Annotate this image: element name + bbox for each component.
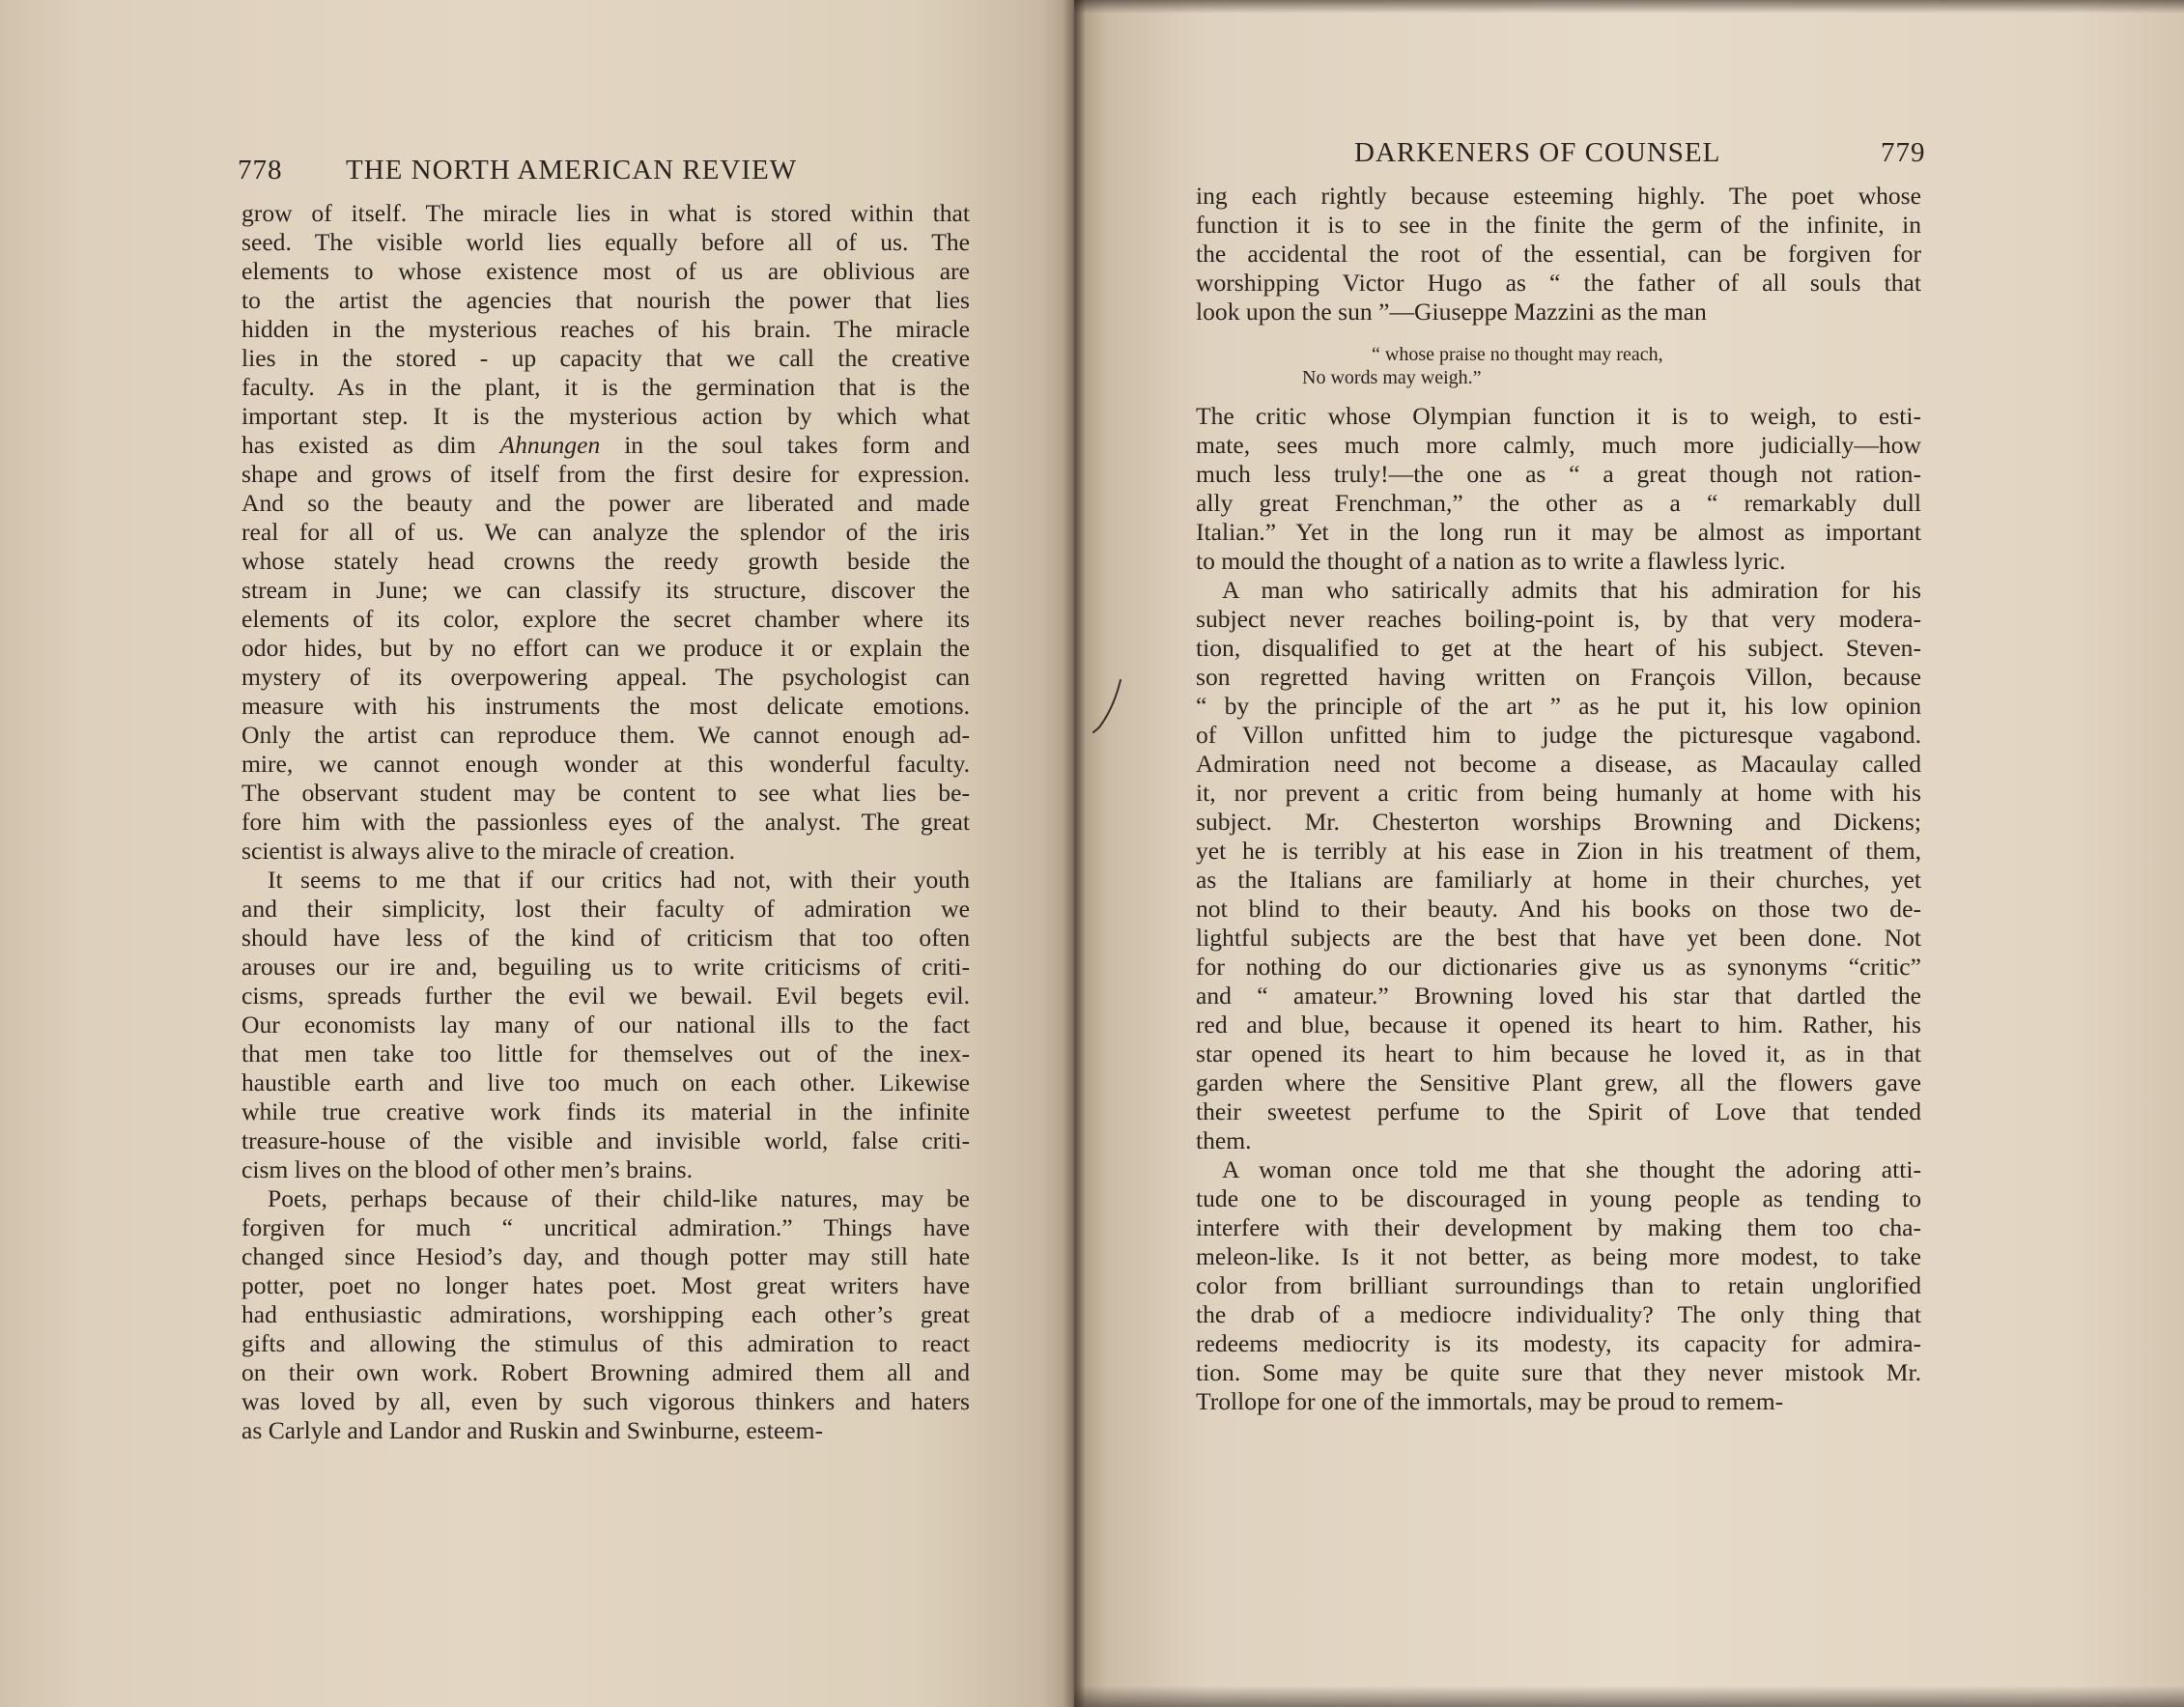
left-running-title: THE NORTH AMERICAN REVIEW [346, 155, 798, 185]
text-line: ally great Frenchman,” the other as a “ remarkably dull [1196, 489, 1921, 517]
text-line: tion. Some may be quite sure that they never mistook Mr. [1196, 1358, 1921, 1386]
text-line: was loved by all, even by such vigorous thinkers and haters [241, 1387, 970, 1415]
text-line: ing each rightly because esteeming highly. The poet whose [1196, 182, 1921, 210]
text-line: interfere with their development by making them too cha- [1196, 1213, 1921, 1241]
text-line: whose stately head crowns the reedy growth beside the [241, 547, 970, 575]
text-line: A woman once told me that she thought the adoring atti- [1222, 1155, 1921, 1183]
text-line: worshipping Victor Hugo as “ the father of all souls that [1196, 269, 1921, 297]
text-line: hidden in the mysterious reaches of his brain. The miracle [241, 315, 970, 343]
quote-line: “ whose praise no thought may reach, [1372, 344, 1663, 365]
right-running-title: DARKENERS OF COUNSEL [1354, 137, 1721, 168]
text-line: had enthusiastic admirations, worshipping each other’s great [241, 1300, 970, 1328]
text-line: mate, sees much more calmly, much more judicially—how [1196, 431, 1921, 459]
text-line: faculty. As in the plant, it is the germination that is the [241, 373, 970, 401]
text-line: and “ amateur.” Browning loved his star that dartled the [1196, 982, 1921, 1010]
text-line: Admiration need not become a disease, as Macaulay called [1196, 750, 1921, 778]
text-line: much less truly!—the one as “ a great though not ration- [1196, 460, 1921, 488]
text-line: Only the artist can reproduce them. We cannot enough ad- [241, 721, 970, 749]
text-line: scientist is always alive to the miracle of creation. [241, 837, 735, 865]
text-line: cisms, spreads further the evil we bewail. Evil begets evil. [241, 982, 970, 1010]
text-line: as Carlyle and Landor and Ruskin and Swinburne, esteem- [241, 1416, 824, 1444]
text-line: “ by the principle of the art ” as he put it, his low opinion [1196, 692, 1921, 720]
text-line: them. [1196, 1126, 1252, 1154]
text-line: The critic whose Olympian function it is to weigh, to esti- [1196, 402, 1921, 430]
text-line: while true creative work finds its material in the infinite [241, 1097, 970, 1125]
right-page-body-bottom [1196, 402, 1921, 1416]
verse-quote [1302, 343, 1663, 389]
left-page-body [241, 199, 970, 1445]
text-line: forgiven for much “ uncritical admiration.” Things have [241, 1213, 970, 1241]
text-line: Trollope for one of the immortals, may be proud to remem- [1196, 1387, 1784, 1415]
text-line: to mould the thought of a nation as to write a flawless lyric. [1196, 547, 1786, 575]
text-line: subject. Mr. Chesterton worships Browning and Dickens; [1196, 808, 1921, 836]
text-line: It seems to me that if our critics had not, with their youth [268, 866, 970, 894]
text-line: arouses our ire and, beguiling us to write criticisms of criti- [241, 953, 970, 981]
text-line: haustible earth and live too much on each other. Likewise [241, 1068, 970, 1096]
text-line: gifts and allowing the stimulus of this admiration to react [241, 1329, 970, 1357]
text-line: grow of itself. The miracle lies in what is stored within that [241, 199, 970, 227]
text-line: The observant student may be content to see what lies be- [241, 779, 970, 807]
text-line: red and blue, because it opened its heart to him. Rather, his [1196, 1010, 1921, 1038]
text-line: as the Italians are familiarly at home in their churches, yet [1196, 866, 1921, 894]
text-line: potter, poet no longer hates poet. Most great writers have [241, 1271, 970, 1299]
text-line: mire, we cannot enough wonder at this wonderful faculty. [241, 750, 970, 778]
text-line: star opened its heart to him because he loved it, as in that [1196, 1039, 1921, 1067]
text-line: cism lives on the blood of other men’s brains. [241, 1155, 694, 1183]
text-line: elements to whose existence most of us are oblivious are [241, 257, 970, 285]
right-running-head [1074, 137, 2184, 170]
text-line: has existed as dim Ahnungen in the soul takes form and [241, 431, 970, 459]
text-line: the drab of a mediocre individuality? The only thing that [1196, 1300, 1921, 1328]
right-page-number: 779 [1881, 137, 1926, 168]
text-line: the accidental the root of the essential, can be forgiven for [1196, 240, 1921, 268]
text-line: And so the beauty and the power are liberated and made [241, 489, 970, 517]
text-line: mystery of its overpowering appeal. The psychologist can [241, 663, 970, 691]
text-line: odor hides, but by no effort can we produce it or explain the [241, 634, 970, 662]
text-line: seed. The visible world lies equally before all of us. The [241, 228, 970, 256]
right-page-body-top [1196, 182, 1921, 327]
text-line: meleon-like. Is it not better, as being more modest, to take [1196, 1242, 1921, 1270]
text-line: lies in the stored - up capacity that we call the creative [241, 344, 970, 372]
text-line: their sweetest perfume to the Spirit of Love that tended [1196, 1097, 1921, 1125]
text-line: yet he is terribly at his ease in Zion in his treatment of them, [1196, 837, 1921, 865]
text-line: stream in June; we can classify its structure, discover the [241, 576, 970, 604]
text-line: Poets, perhaps because of their child-like natures, may be [268, 1184, 970, 1212]
text-line: son regretted having written on François Villon, because [1196, 663, 1921, 691]
text-line: not blind to their beauty. And his books on those two de- [1196, 895, 1921, 923]
text-line: measure with his instruments the most delicate emotions. [241, 692, 970, 720]
text-line: on their own work. Robert Browning admired them all and [241, 1358, 970, 1386]
text-line: it, nor prevent a critic from being humanly at home with his [1196, 779, 1921, 807]
text-line: of Villon unfitted him to judge the picturesque vagabond. [1196, 721, 1921, 749]
text-line: for nothing do our dictionaries give us as synonyms “critic” [1196, 953, 1921, 981]
text-line: function it is to see in the finite the germ of the infinite, in [1196, 211, 1921, 239]
text-line: redeems mediocrity is its modesty, its capacity for admira- [1196, 1329, 1921, 1357]
text-line: real for all of us. We can analyze the splendor of the iris [241, 518, 970, 546]
page-edge-shadow [1074, 0, 2184, 14]
text-line: elements of its color, explore the secret chamber where its [241, 605, 970, 633]
pencil-mark-icon [1090, 676, 1128, 734]
text-line: tude one to be discouraged in young people as tending to [1196, 1184, 1921, 1212]
book-gutter [1063, 0, 1086, 1707]
text-line: look upon the sun ”—Giuseppe Mazzini as the man [1196, 298, 1707, 326]
text-line: important step. It is the mysterious action by which what [241, 402, 970, 430]
text-line: garden where the Sensitive Plant grew, all the flowers gave [1196, 1068, 1921, 1096]
text-line: color from brilliant surroundings than to retain unglorified [1196, 1271, 1921, 1299]
text-line: Our economists lay many of our national ills to the fact [241, 1010, 970, 1038]
text-line: to the artist the agencies that nourish the power that lies [241, 286, 970, 314]
text-line: changed since Hesiod’s day, and though potter may still hate [241, 1242, 970, 1270]
left-running-head [0, 155, 1074, 187]
text-line: subject never reaches boiling-point is, by that very modera- [1196, 605, 1921, 633]
text-line: lightful subjects are the best that have yet been done. Not [1196, 924, 1921, 952]
text-line: treasure-house of the visible and invisible world, false criti- [241, 1126, 970, 1154]
text-line: should have less of the kind of criticism that too often [241, 924, 970, 952]
text-line: Italian.” Yet in the long run it may be almost as important [1196, 518, 1921, 546]
page-bottom-edge [1074, 1686, 2184, 1707]
quote-line: No words may weigh.” [1302, 367, 1482, 388]
text-line: tion, disqualified to get at the heart of his subject. Steven- [1196, 634, 1921, 662]
text-line: fore him with the passionless eyes of the analyst. The great [241, 808, 970, 836]
text-line: that men take too little for themselves out of the inex- [241, 1039, 970, 1067]
italic-word: Ahnungen [499, 431, 601, 459]
text-line: shape and grows of itself from the first desire for expression. [241, 460, 970, 488]
text-line: A man who satirically admits that his admiration for his [1222, 576, 1921, 604]
text-line: and their simplicity, lost their faculty of admiration we [241, 895, 970, 923]
left-page-number: 778 [238, 155, 283, 185]
